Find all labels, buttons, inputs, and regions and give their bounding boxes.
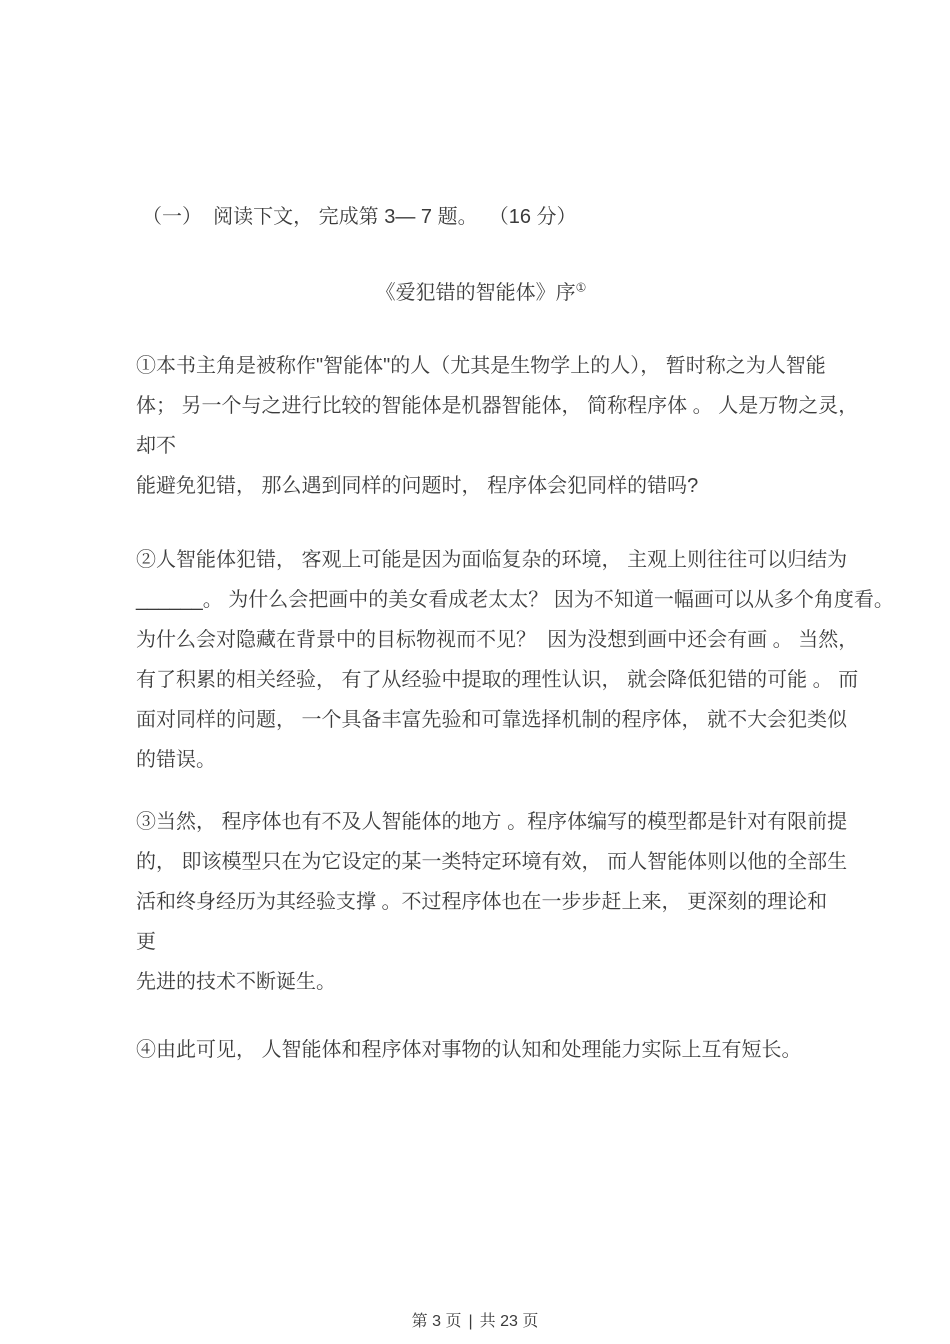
text-line: ______。 为什么会把画中的美女看成老太太？ 因为不知道一幅画可以从多个角度看。 [136, 589, 894, 611]
current-page-label: 第 3 页 [411, 1313, 462, 1330]
article-title-text: 《爱犯错的智能体》序 [375, 282, 576, 304]
footer-separator: | [468, 1313, 473, 1330]
text-line: 能避免犯错， 那么遇到同样的问题时， 程序体会犯同样的错吗? [136, 475, 699, 497]
paragraph-3 [136, 802, 848, 1002]
text-line: 体； 另一个与之进行比较的智能体是机器智能体， 简称程序体 。 人是万物之灵， [136, 395, 859, 417]
text-line: 先进的技术不断诞生。 [136, 971, 336, 993]
text-line: 更 [136, 931, 156, 953]
total-pages-label: 共 23 页 [479, 1313, 539, 1330]
text-line: 活和终身经历为其经验支撑 。不过程序体也在一步步赶上来， 更深刻的理论和 [136, 891, 828, 913]
text-line: ④由此可见， 人智能体和程序体对事物的认知和处理能力实际上互有短长。 [136, 1039, 802, 1061]
footnote-marker: ① [575, 280, 587, 295]
text-line: 却不 [136, 435, 176, 457]
text-line: 面对同样的问题， 一个具备丰富先验和可靠选择机制的程序体， 就不大会犯类似 [136, 709, 848, 731]
article-title [136, 273, 826, 313]
text-line: ③当然， 程序体也有不及人智能体的地方 。程序体编写的模型都是针对有限前提 [136, 811, 848, 833]
text-line: 为什么会对隐藏在背景中的目标物视而不见？ 因为没想到画中还会有画 。 当然， [136, 629, 859, 651]
paragraph-2 [136, 540, 894, 780]
text-line: ②人智能体犯错， 客观上可能是因为面临复杂的环境， 主观上则往往可以归结为 [136, 549, 848, 571]
section-header: （一） 阅读下文， 完成第 3— 7 题。 （16 分） [142, 206, 577, 228]
page-footer [0, 1310, 950, 1334]
paragraph-1 [136, 346, 859, 506]
text-line: 的错误。 [136, 749, 216, 771]
paragraph-4 [136, 1030, 836, 1070]
text-line: ①本书主角是被称作"智能体"的人（尤其是生物学上的人）， 暂时称之为人智能 [136, 355, 826, 377]
text-line: 有了积累的相关经验， 有了从经验中提取的理性认识， 就会降低犯错的可能 。 而 [136, 669, 859, 691]
text-line: 的， 即该模型只在为它设定的某一类特定环境有效， 而人智能体则以他的全部生 [136, 851, 848, 873]
